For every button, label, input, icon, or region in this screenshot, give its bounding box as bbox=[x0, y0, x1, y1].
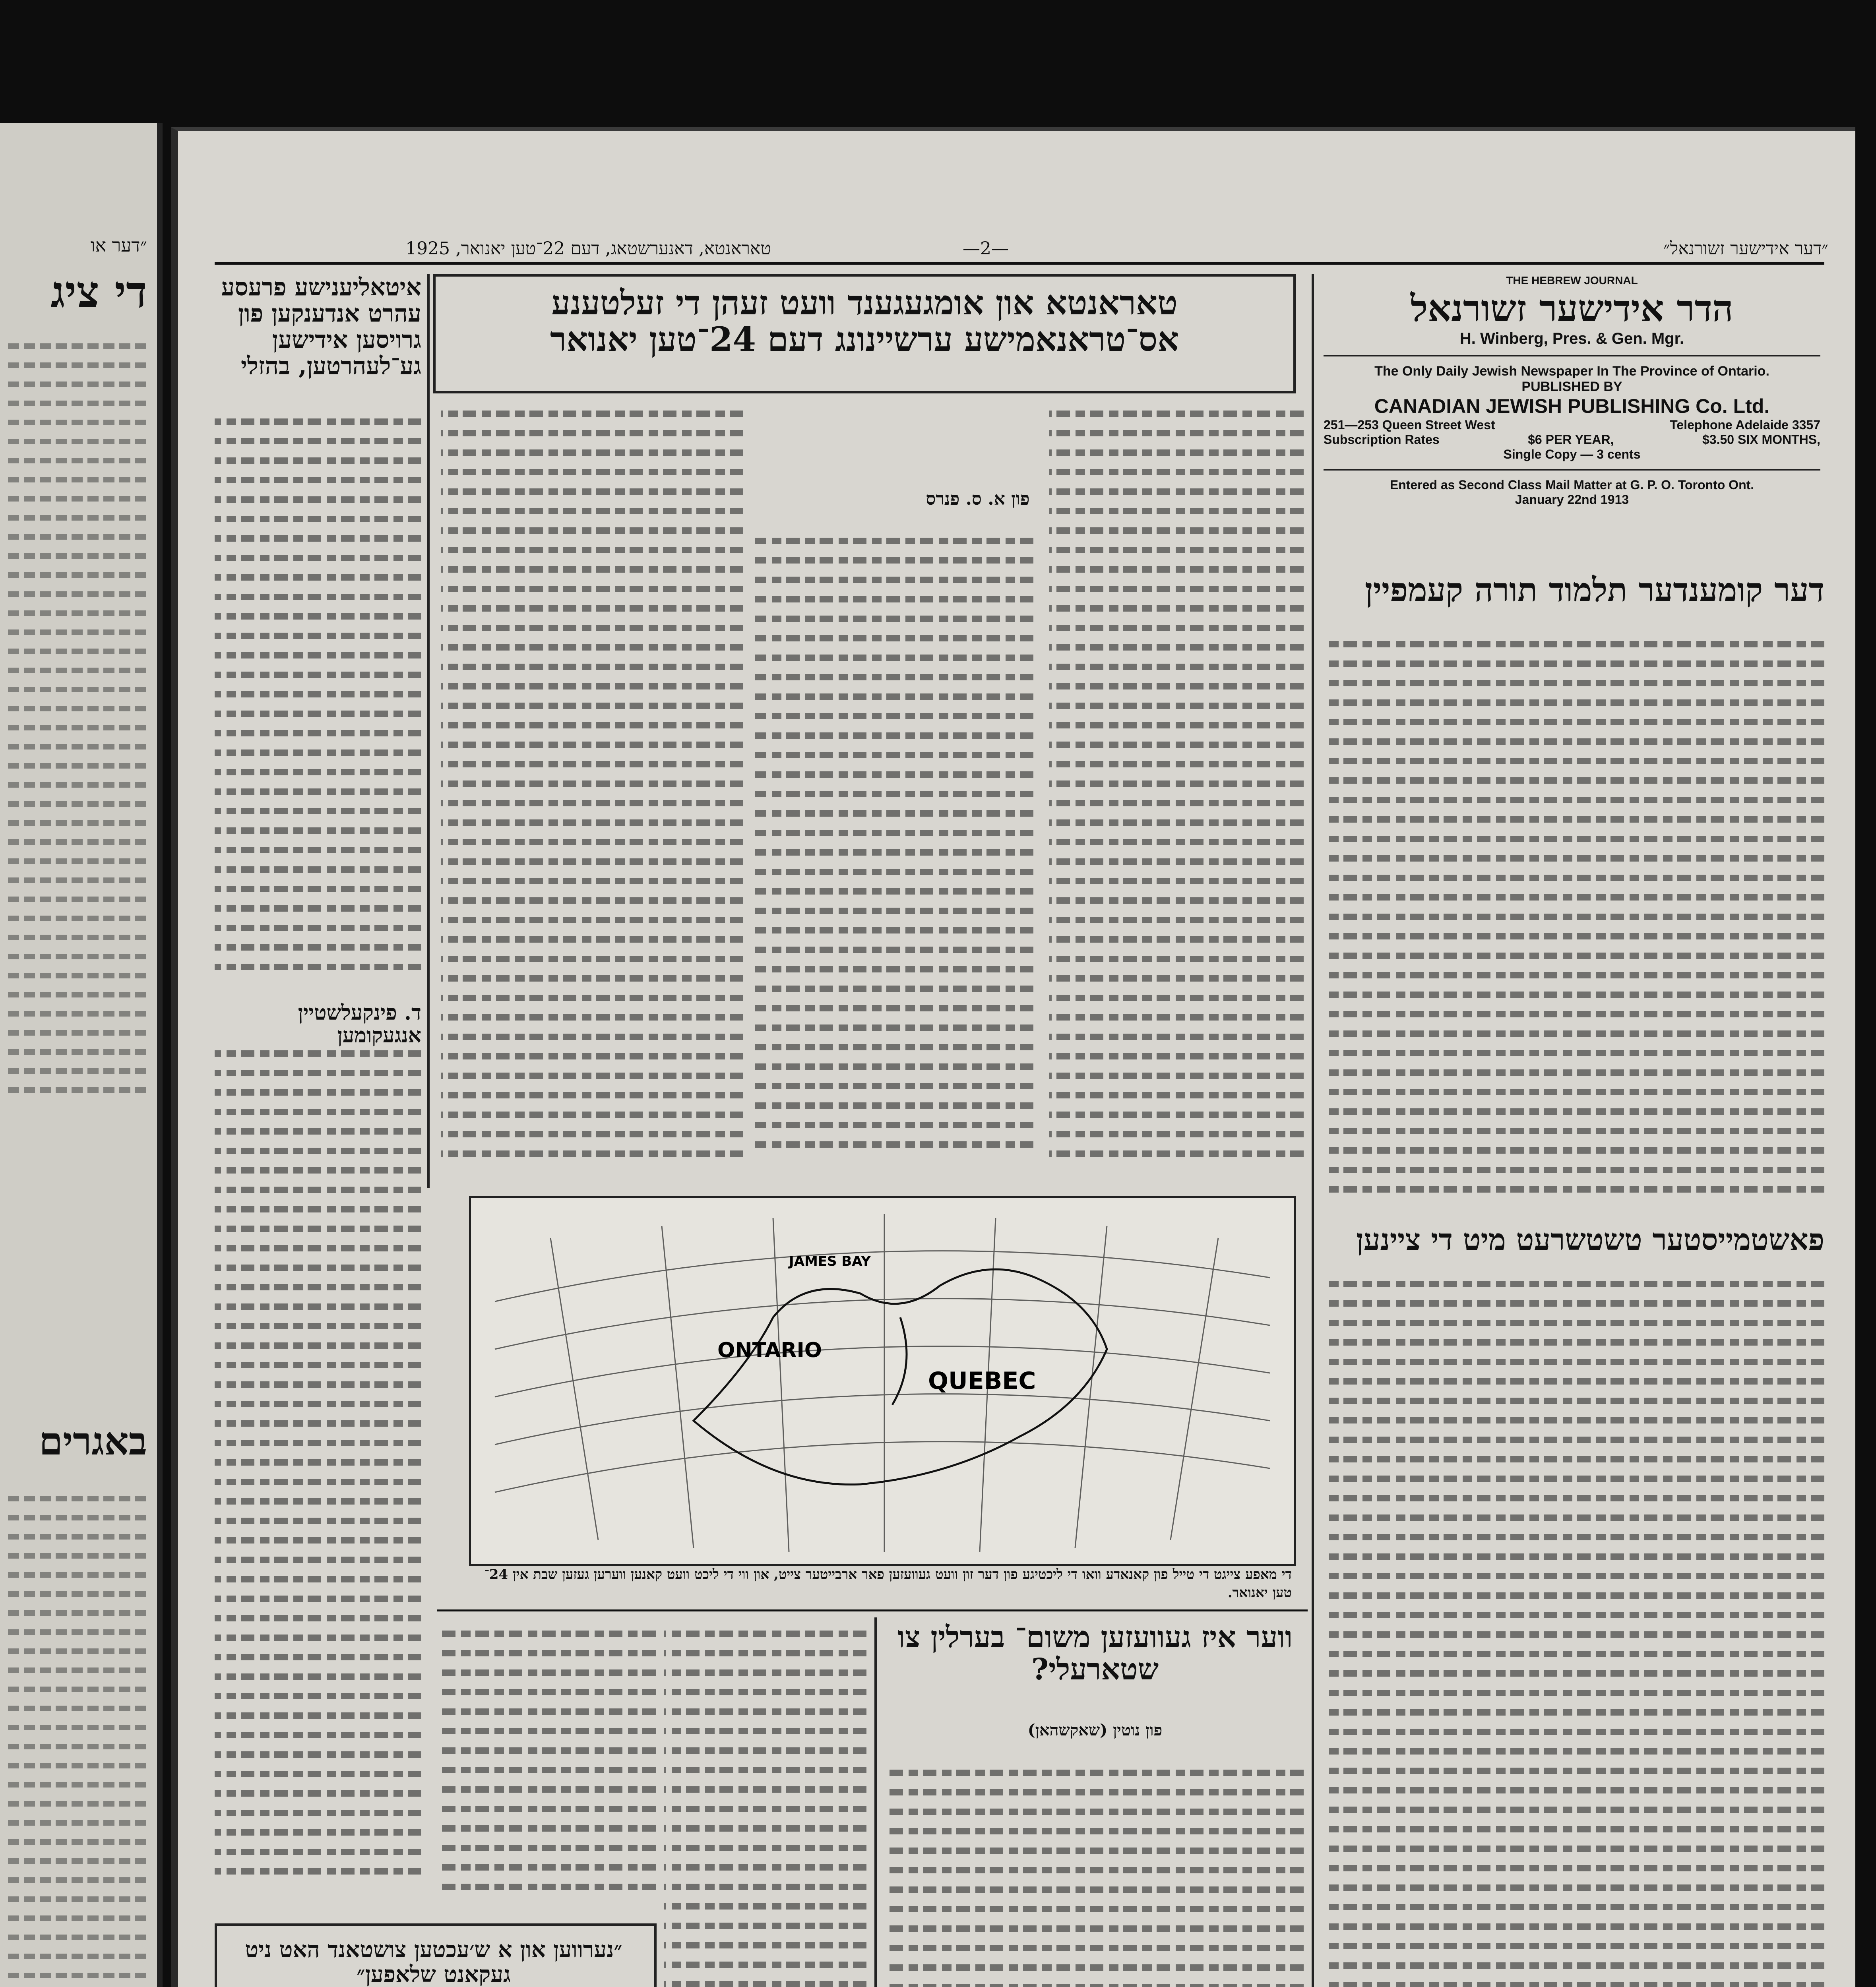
eclipse-text-col-3 bbox=[441, 397, 743, 1184]
strip-headline-top: די ציג bbox=[50, 266, 147, 318]
eclipse-text-col-1 bbox=[1049, 397, 1304, 1184]
map-label-bay: JAMES BAY bbox=[789, 1253, 871, 1269]
eclipse-text-col-2 bbox=[755, 525, 1033, 1184]
masthead-label: THE HEBREW JOURNAL bbox=[1506, 274, 1638, 287]
masthead-rates-label: Subscription Rates bbox=[1324, 432, 1440, 447]
masthead-telephone: Telephone Adelaide 3357 bbox=[1670, 418, 1820, 432]
headline-finkelstein: ד. פינקעלשטיין אנגעקומען bbox=[298, 1001, 421, 1048]
berlin-text-col-2 bbox=[664, 1617, 866, 1987]
column-rule-left bbox=[427, 274, 430, 1188]
article-post-office-text bbox=[1324, 1268, 1824, 1987]
folio-page-number: —2— bbox=[963, 238, 1009, 259]
berlin-byline: פון נוטין (שאקשהאן) bbox=[1027, 1721, 1163, 1739]
strip-text bbox=[8, 330, 147, 1482]
article-italian-press-text bbox=[215, 405, 421, 982]
masthead-title: הדר אידישער זשורנאל bbox=[1411, 287, 1733, 330]
article-finkelstein-text bbox=[215, 1037, 421, 1896]
column-rule-lower bbox=[874, 1617, 877, 1987]
headline-berlin: ווער איז געוועזען משום־ בערלין צו שטארעלי? bbox=[897, 1620, 1293, 1687]
masthead-publisher: H. Winberg, Pres. & Gen. Mgr. bbox=[1459, 330, 1684, 347]
masthead-rates-year: $6 PER YEAR, bbox=[1528, 432, 1614, 447]
folio-paper-name: ״דער אידישער זשורנאל״ bbox=[1663, 238, 1828, 259]
masthead-address: 251—253 Queen Street West bbox=[1324, 418, 1495, 432]
masthead-single-copy: Single Copy — 3 cents bbox=[1503, 447, 1641, 461]
eclipse-map bbox=[469, 1196, 1296, 1566]
map-caption: די מאפע צייגט די טייל פון קאנאדע וואו די ליכטיגע פון דער זון וועט געוועזען פאר ארבייטער צייט, און ווי די ליכט וועט קאנען ווערען געזען שבת אין 24־טען יאנואר. bbox=[484, 1567, 1292, 1601]
headline-italian-press: איטאליענישע פרעסע עהרט אנדענקען פון גרויסען אידישען גע־לעהרטען, בהזלי bbox=[221, 273, 421, 380]
masthead bbox=[1324, 274, 1820, 507]
berlin-text-col-3 bbox=[437, 1617, 656, 1911]
strip-headline-bottom: באגרים bbox=[39, 1419, 147, 1464]
masthead-tagline: The Only Daily Jewish Newspaper In The Province of Ontario. bbox=[1374, 364, 1769, 379]
article-torah-campaign-text bbox=[1324, 628, 1824, 1204]
map-label-quebec: QUEBEC bbox=[928, 1367, 1036, 1395]
strip-folio: ״דער או bbox=[90, 234, 147, 256]
headline-post-office: פאשטמייסטער טשטשרעט מיט די ציינען bbox=[1356, 1223, 1824, 1257]
advertisement-nerve-food bbox=[215, 1923, 657, 1987]
adjacent-page-strip bbox=[0, 123, 163, 1987]
column-rule-right bbox=[1312, 274, 1314, 1987]
headline-torah-campaign: דער קומענדער תלמוד תורה קעמפיין bbox=[1364, 571, 1824, 609]
masthead-published-by: PUBLISHED BY bbox=[1521, 379, 1622, 394]
folio-rule bbox=[215, 262, 1824, 265]
masthead-rates-six: $3.50 SIX MONTHS, bbox=[1702, 432, 1820, 447]
map-caption-rule bbox=[437, 1609, 1308, 1611]
ad-headline: ״נערווען און א ש׳עכטען צושטאנד האט ניט געקאנט שלאפען״ bbox=[245, 1937, 622, 1987]
headline-eclipse: טאראנטא און אומגעגענד וועט זעהן די זעלטענע אס־טראנאמישע ערשיינונג דעם 24־טען יאנואר bbox=[433, 274, 1296, 393]
masthead-company: CANADIAN JEWISH PUBLISHING Co. Ltd. bbox=[1374, 395, 1770, 417]
masthead-date: January 22nd 1913 bbox=[1515, 492, 1629, 507]
folio-date: טאראנטא, דאנערשטאג, דעם 22־טען יאנואר, 1925 bbox=[405, 238, 771, 259]
eclipse-byline: פון א. ס. פנרס bbox=[926, 489, 1030, 509]
map-graphic bbox=[471, 1198, 1294, 1564]
masthead-entered: Entered as Second Class Mail Matter at G. P. O. Toronto Ont. bbox=[1390, 478, 1754, 492]
article-berlin-text bbox=[886, 1757, 1304, 1987]
map-label-ontario: ONTARIO bbox=[717, 1338, 822, 1362]
strip-text-2 bbox=[8, 1482, 147, 1987]
